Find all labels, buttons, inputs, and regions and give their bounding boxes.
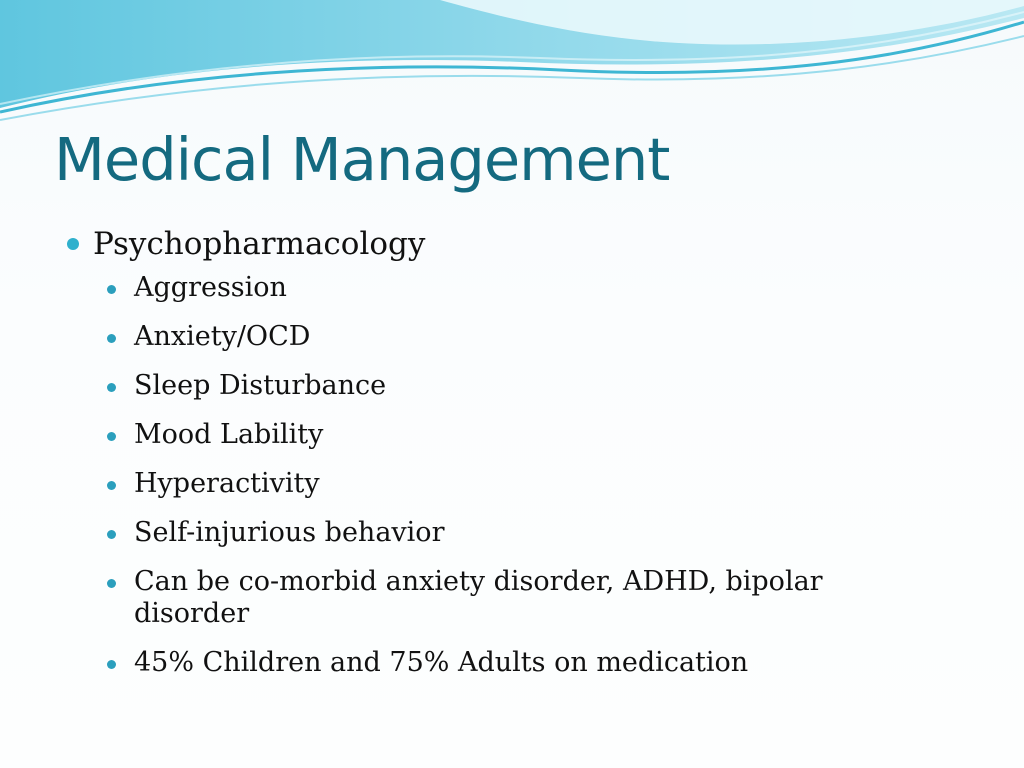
slide-body bbox=[62, 222, 942, 696]
bullet-dot-icon bbox=[107, 432, 116, 441]
bullet-dot-icon bbox=[107, 530, 116, 539]
sub-bullet-sleep-disturbance bbox=[102, 370, 942, 402]
sub-bullet-text: Self-injurious behavior bbox=[134, 517, 445, 548]
sub-bullet-anxiety-ocd bbox=[102, 321, 942, 353]
sub-bullet-text: Can be co-morbid anxiety disorder, ADHD, bipolar disorder bbox=[134, 566, 823, 629]
bullet-dot-icon bbox=[107, 481, 116, 490]
sub-bullet-text: Aggression bbox=[134, 272, 287, 303]
sub-bullet-hyperactivity bbox=[102, 468, 942, 500]
sub-bullet-list bbox=[62, 272, 942, 679]
sub-bullet-aggression bbox=[102, 272, 942, 304]
bullet-dot-icon bbox=[107, 579, 116, 588]
sub-bullet-comorbid bbox=[102, 566, 942, 630]
sub-bullet-text: Anxiety/OCD bbox=[134, 321, 311, 352]
sub-bullet-medication-rates bbox=[102, 647, 942, 679]
bullet-dot-icon bbox=[107, 660, 116, 669]
bullet-dot-icon bbox=[107, 285, 116, 294]
bullet-dot-icon bbox=[107, 334, 116, 343]
sub-bullet-self-injurious bbox=[102, 517, 942, 549]
sub-bullet-text: Hyperactivity bbox=[134, 468, 320, 499]
sub-bullet-text: 45% Children and 75% Adults on medication bbox=[134, 647, 749, 678]
slide-title: Medical Management bbox=[54, 125, 670, 194]
bullet-dot-icon bbox=[107, 383, 116, 392]
decorative-wave-banner bbox=[0, 0, 1024, 130]
bullet-dot-icon bbox=[67, 238, 79, 250]
sub-bullet-text: Sleep Disturbance bbox=[134, 370, 387, 401]
bullet-psychopharmacology bbox=[62, 222, 942, 266]
sub-bullet-text: Mood Lability bbox=[134, 419, 324, 450]
bullet-text: Psychopharmacology bbox=[93, 226, 426, 262]
sub-bullet-mood-lability bbox=[102, 419, 942, 451]
